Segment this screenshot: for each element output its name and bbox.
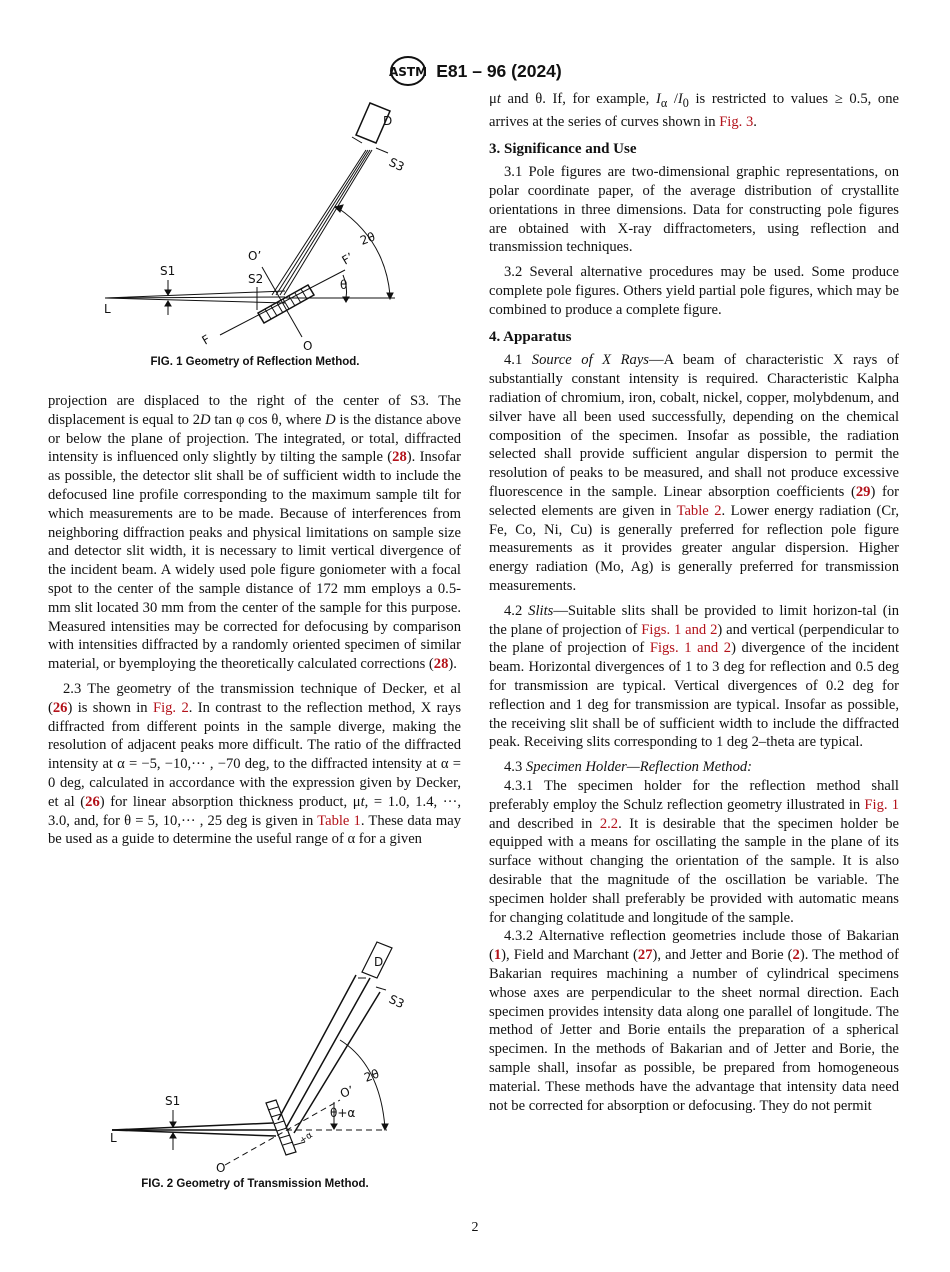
left-column <box>48 392 461 849</box>
document-designation: E81 – 96 (2024) <box>436 60 562 81</box>
reference-link[interactable]: 26 <box>85 793 100 810</box>
label-o-prime: O’ <box>338 1083 356 1101</box>
figure-link[interactable]: Figs. 1 and 2 <box>649 640 732 657</box>
paragraph-4-1: 4.1 Source of X Rays—A beam of characteristic X rays of substantially constant intensity is required. Characteristic Kalpha radiation of chromium, iron, cobalt, nickel, copper, molybdenum, and silver have all been used successfully, depending on the chemical composition of the specimen. Insofar as possible, the radiation selected shall provide sufficient angular dispersion to permit the resolution of peaks to be measured, and shall not produce excessive fluorescence in the sample. Linear absorption coefficients (29) for selected elements are given in Table 2. Lower energy radiation (Cr, Fe, Co, Ni, Cu) is generally preferred for reflection pole figure measurements as it provides greater angular dispersion. Higher energy radiation (Mo, Ag) is generally preferred for transmission measurements. <box>489 352 900 595</box>
label-detector: D <box>383 114 393 128</box>
label-2theta: 2θ <box>358 229 378 248</box>
table-link[interactable]: Table 2 <box>676 502 722 519</box>
label-f: F <box>199 332 213 348</box>
reference-link[interactable]: 2 <box>792 947 800 964</box>
reference-link[interactable]: 27 <box>637 947 653 964</box>
label-s2: S2 <box>248 272 264 286</box>
paragraph-3-1: 3.1 Pole figures are two-dimensional graphic representations, on polar coordinate paper, of the average distribution of crystallite orientations in three dimensions. Data for constructing pole figures are obtained with X-ray diffractometers, using reflection and transmission techniques. <box>489 164 899 256</box>
label-l: L <box>110 1131 117 1145</box>
paragraph-4-3-2: 4.3.2 Alternative reflection geometries include those of Bakarian (1), Field and Marchant (27), and Jetter and Borie (2). The method of Bakarian requires machining a number of cylindrical specimens whose axes are perpendicular to the sheet normal direction. Each specimen provides intensity data along one parallel of longitude. The method of Jetter and Borie entails the preparation of a spherical specimen. In the methods of Bakarian and of Jetter and Borie, the sample shall, insofar as possible, be prepared from homogeneous material. These methods have the advantage that intensity data need not be corrected for absorption or defocusing. They do not permit <box>489 928 900 1114</box>
figure-1-caption: FIG. 1 Geometry of Reflection Method. <box>150 356 360 368</box>
right-column <box>489 90 899 1115</box>
page-number: 2 <box>471 1220 479 1235</box>
label-o: O <box>303 339 313 353</box>
label-o: O <box>216 1161 226 1175</box>
section-heading-3: 3. Significance and Use <box>489 140 637 157</box>
table-link[interactable]: Table 1 <box>317 812 361 829</box>
label-l: L <box>104 302 111 316</box>
reference-link[interactable]: 28 <box>433 656 449 673</box>
label-theta: θ <box>340 278 348 292</box>
figure-2-transmission-diagram <box>90 930 420 1175</box>
label-theta-plus-alpha: θ+α <box>330 1106 356 1120</box>
reference-link[interactable]: 26 <box>52 699 68 716</box>
astm-logo-icon <box>388 55 428 87</box>
paragraph-2-3: 2.3 The geometry of the transmission technique of Decker, et al (26) is shown in Fig. 2. In contrast to the reflection method, X rays diffracted from different points in the sample diverge, making the resolution of adjacent peaks more difficult. The ratio of the diffracted intensity at α = −5, −10,··· , −70 deg, to the diffracted intensity at α = 0 deg, calculated in accordance with the expression given by Decker, et al (26) for linear absorption thickness product, μt, = 1.0, 1.4, ···, 3.0, and, for θ = 5, 10,··· , 25 deg is given in Table 1. These data may be used as a guide to determine the useful range of α for a given <box>48 680 461 848</box>
reference-link[interactable]: 1 <box>493 947 502 964</box>
figure-1-reflection-diagram <box>90 95 420 360</box>
paragraph-continuation: μt and θ. If, for example, $I_\alpha$ $/I_0$ is restricted to values ≥ 0.5, one arrives at the series of curves shown in Fig. 3. <box>489 91 899 130</box>
paragraph-3-2: 3.2 Several alternative procedures may be used. Some produce complete pole figures. Others yield partial pole figures, which may be combined to produce a complete figure. <box>489 264 899 318</box>
label-s3: S3 <box>386 155 407 175</box>
svg-text:ASTM: ASTM <box>389 65 428 79</box>
page-header <box>0 55 950 87</box>
figure-link[interactable]: Fig. 3 <box>719 113 754 130</box>
label-s3: S3 <box>386 992 407 1012</box>
paragraph-4-2: 4.2 Slits—Suitable slits shall be provided to limit horizon-tal (in the plane of projection of Figs. 1 and 2) and vertical (perpendicular to the plane of projection of Figs. 1 and 2) divergence of the incident beam. Horizontal divergences of 1 to 3 deg for reflection and 0.5 deg for transmission are typical. Vertical divergences of 0.2 deg for reflection and 1 deg for transmission are typical. Insofar as possible, the receiving slit shall be of sufficient width to include the diffracted peak. Receiving slits corresponding to 1 deg 2–theta are typical. <box>489 602 900 751</box>
paragraph-4-3-1: 4.3.1 The specimen holder for the reflection method shall preferably employ the Schulz reflection geometry illustrated in Fig. 1 and described in 2.2. It is desirable that the specimen holder be equipped with a means for oscillating the sample in the plane of its surface without changing the orientation of the sample. It is also desirable that the magnitude of the oscillation be variable. The specimen holder shall preferably be provided with automatic means for changing colatitude and longitude of the sample. <box>489 778 900 926</box>
paragraph-continuation: projection are displaced to the right of the center of S3. The displacement is equal to 2D tan φ cos θ, where D is the distance above or below the plane of projection. The integrated, or total, diffracted intensity is influenced only slightly by tilting the sample (28). Insofar as possible, the detector slit shall be of sufficient width to include the defocused line profile corresponding to the maximum sample tilt for which measurements are to be made. Because of interferences from neighboring diffraction peaks and physical limitations on sample size and detector slit width, it is necessary to limit vertical divergence of the incident beam. A widely used pole figure goniometer with a focal spot to the center of the sample distance of 172 mm employs a 0.5-mm slit located 30 mm from the center of the sample for this purpose. Measured intensities may be corrected for defocusing by comparison with intensities diffracted by a randomly oriented specimen of similar material, or byemploying the theoretically calculated corrections (28). <box>48 393 461 673</box>
paragraph-4-3: 4.3 Specimen Holder—Reflection Method: <box>504 759 753 776</box>
label-o-prime: O’ <box>248 249 262 263</box>
section-link[interactable]: 2.2 <box>599 815 619 832</box>
figure-2-caption: FIG. 2 Geometry of Transmission Method. <box>141 1178 369 1190</box>
label-detector: D <box>374 955 384 969</box>
figure-link[interactable]: Fig. 1 <box>864 796 900 813</box>
figure-link[interactable]: Figs. 1 and 2 <box>641 621 718 638</box>
label-plus-alpha: +α <box>297 1130 315 1147</box>
label-s1: S1 <box>165 1094 181 1108</box>
label-s1: S1 <box>160 264 176 278</box>
section-heading-4: 4. Apparatus <box>489 328 572 345</box>
reference-link[interactable]: 29 <box>855 484 871 501</box>
label-f-prime: F’ <box>339 250 356 268</box>
label-2theta: 2θ <box>362 1066 382 1085</box>
figure-link[interactable]: Fig. 2 <box>152 699 189 716</box>
reference-link[interactable]: 28 <box>392 449 407 466</box>
